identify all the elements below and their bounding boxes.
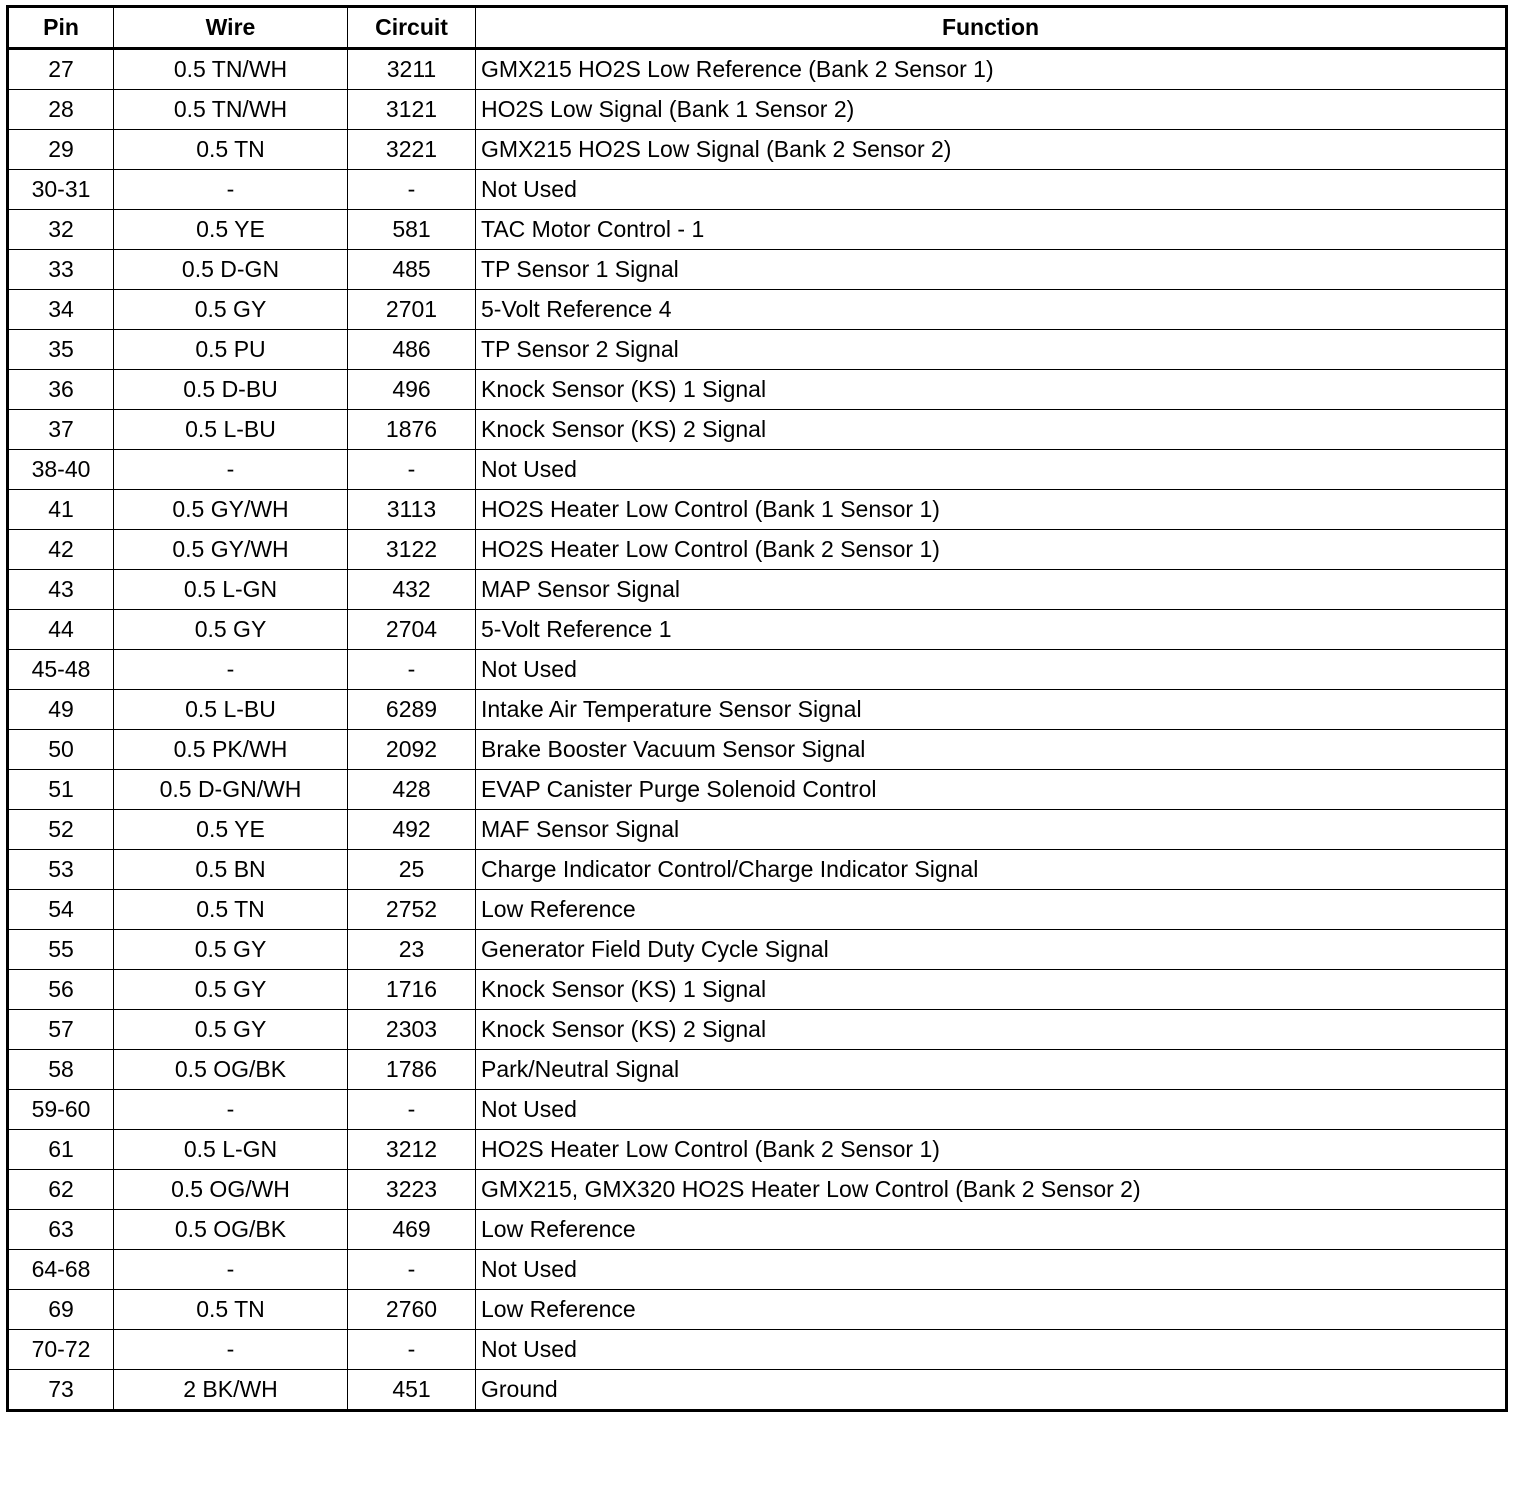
wire-cell: 0.5 OG/WH — [114, 1170, 348, 1210]
table-row — [8, 90, 1507, 130]
circuit-cell: 3211 — [348, 49, 476, 90]
pin-cell: 70-72 — [8, 1330, 114, 1370]
circuit-cell: 23 — [348, 930, 476, 970]
pin-cell: 42 — [8, 530, 114, 570]
circuit-cell: 3223 — [348, 1170, 476, 1210]
wire-cell: 0.5 TN/WH — [114, 49, 348, 90]
table-row — [8, 170, 1507, 210]
pin-cell: 29 — [8, 130, 114, 170]
table-row — [8, 1050, 1507, 1090]
function-cell: Low Reference — [476, 890, 1507, 930]
pin-cell: 59-60 — [8, 1090, 114, 1130]
wire-cell: 0.5 TN — [114, 130, 348, 170]
pin-cell: 28 — [8, 90, 114, 130]
function-cell: Not Used — [476, 1250, 1507, 1290]
pin-cell: 32 — [8, 210, 114, 250]
function-cell: Not Used — [476, 1090, 1507, 1130]
table-row — [8, 290, 1507, 330]
table-row — [8, 610, 1507, 650]
circuit-cell: 469 — [348, 1210, 476, 1250]
table-row — [8, 810, 1507, 850]
pin-cell: 49 — [8, 690, 114, 730]
circuit-cell: 3122 — [348, 530, 476, 570]
table-row — [8, 370, 1507, 410]
pin-cell: 37 — [8, 410, 114, 450]
function-cell: HO2S Heater Low Control (Bank 2 Sensor 1) — [476, 1130, 1507, 1170]
wire-cell: 0.5 BN — [114, 850, 348, 890]
circuit-cell: 485 — [348, 250, 476, 290]
table-row — [8, 1290, 1507, 1330]
table-row — [8, 490, 1507, 530]
table-row — [8, 1250, 1507, 1290]
table-header-row — [8, 7, 1507, 49]
pin-cell: 34 — [8, 290, 114, 330]
function-cell: HO2S Heater Low Control (Bank 1 Sensor 1) — [476, 490, 1507, 530]
wire-cell: - — [114, 1250, 348, 1290]
function-cell: Low Reference — [476, 1210, 1507, 1250]
circuit-cell: 1876 — [348, 410, 476, 450]
pin-cell: 52 — [8, 810, 114, 850]
table-row — [8, 450, 1507, 490]
wire-cell: - — [114, 170, 348, 210]
function-cell: Intake Air Temperature Sensor Signal — [476, 690, 1507, 730]
circuit-cell: 486 — [348, 330, 476, 370]
header-pin: Pin — [8, 7, 114, 49]
function-cell: Generator Field Duty Cycle Signal — [476, 930, 1507, 970]
pin-cell: 33 — [8, 250, 114, 290]
function-cell: GMX215, GMX320 HO2S Heater Low Control (Bank 2 Sensor 2) — [476, 1170, 1507, 1210]
pin-cell: 50 — [8, 730, 114, 770]
wire-cell: 0.5 GY — [114, 610, 348, 650]
circuit-cell: 496 — [348, 370, 476, 410]
table-row — [8, 210, 1507, 250]
function-cell: EVAP Canister Purge Solenoid Control — [476, 770, 1507, 810]
wire-cell: 0.5 GY — [114, 970, 348, 1010]
table-row — [8, 49, 1507, 90]
function-cell: Knock Sensor (KS) 1 Signal — [476, 970, 1507, 1010]
circuit-cell: 3113 — [348, 490, 476, 530]
wire-cell: 0.5 YE — [114, 810, 348, 850]
circuit-cell: 3221 — [348, 130, 476, 170]
wire-cell: 0.5 D-GN/WH — [114, 770, 348, 810]
table-row — [8, 730, 1507, 770]
wire-cell: 0.5 GY/WH — [114, 530, 348, 570]
pin-cell: 64-68 — [8, 1250, 114, 1290]
wire-cell: 0.5 D-GN — [114, 250, 348, 290]
circuit-cell: - — [348, 450, 476, 490]
pin-cell: 44 — [8, 610, 114, 650]
function-cell: TP Sensor 1 Signal — [476, 250, 1507, 290]
pinout-table — [6, 5, 1508, 1412]
table-row — [8, 970, 1507, 1010]
pin-cell: 43 — [8, 570, 114, 610]
header-function: Function — [476, 7, 1507, 49]
circuit-cell: 2704 — [348, 610, 476, 650]
pin-cell: 61 — [8, 1130, 114, 1170]
function-cell: Not Used — [476, 170, 1507, 210]
wire-cell: 0.5 TN — [114, 1290, 348, 1330]
function-cell: Park/Neutral Signal — [476, 1050, 1507, 1090]
pin-cell: 63 — [8, 1210, 114, 1250]
pin-cell: 41 — [8, 490, 114, 530]
function-cell: Brake Booster Vacuum Sensor Signal — [476, 730, 1507, 770]
table-row — [8, 410, 1507, 450]
function-cell: MAP Sensor Signal — [476, 570, 1507, 610]
wire-cell: 0.5 PK/WH — [114, 730, 348, 770]
table-row — [8, 570, 1507, 610]
wire-cell: 0.5 L-GN — [114, 1130, 348, 1170]
circuit-cell: 428 — [348, 770, 476, 810]
circuit-cell: 1716 — [348, 970, 476, 1010]
function-cell: Ground — [476, 1370, 1507, 1411]
circuit-cell: 492 — [348, 810, 476, 850]
function-cell: HO2S Heater Low Control (Bank 2 Sensor 1) — [476, 530, 1507, 570]
table-row — [8, 1370, 1507, 1411]
circuit-cell: 3121 — [348, 90, 476, 130]
table-row — [8, 1010, 1507, 1050]
circuit-cell: 3212 — [348, 1130, 476, 1170]
function-cell: Knock Sensor (KS) 2 Signal — [476, 1010, 1507, 1050]
wire-cell: 0.5 D-BU — [114, 370, 348, 410]
circuit-cell: 2701 — [348, 290, 476, 330]
table-row — [8, 130, 1507, 170]
table-row — [8, 890, 1507, 930]
pin-cell: 58 — [8, 1050, 114, 1090]
pin-cell: 69 — [8, 1290, 114, 1330]
circuit-cell: 581 — [348, 210, 476, 250]
header-wire: Wire — [114, 7, 348, 49]
wire-cell: 0.5 YE — [114, 210, 348, 250]
circuit-cell: - — [348, 650, 476, 690]
function-cell: Not Used — [476, 1330, 1507, 1370]
table-row — [8, 930, 1507, 970]
pin-cell: 38-40 — [8, 450, 114, 490]
pin-cell: 53 — [8, 850, 114, 890]
pin-cell: 62 — [8, 1170, 114, 1210]
pin-cell: 57 — [8, 1010, 114, 1050]
wire-cell: 0.5 OG/BK — [114, 1050, 348, 1090]
wire-cell: 0.5 L-BU — [114, 410, 348, 450]
table-row — [8, 770, 1507, 810]
wire-cell: 0.5 L-GN — [114, 570, 348, 610]
wire-cell: 0.5 OG/BK — [114, 1210, 348, 1250]
function-cell: TP Sensor 2 Signal — [476, 330, 1507, 370]
wire-cell: 0.5 GY — [114, 1010, 348, 1050]
function-cell: 5-Volt Reference 1 — [476, 610, 1507, 650]
circuit-cell: 451 — [348, 1370, 476, 1411]
pin-cell: 56 — [8, 970, 114, 1010]
function-cell: MAF Sensor Signal — [476, 810, 1507, 850]
function-cell: TAC Motor Control - 1 — [476, 210, 1507, 250]
table-row — [8, 330, 1507, 370]
circuit-cell: 6289 — [348, 690, 476, 730]
circuit-cell: 2092 — [348, 730, 476, 770]
circuit-cell: 2752 — [348, 890, 476, 930]
function-cell: GMX215 HO2S Low Reference (Bank 2 Sensor 1) — [476, 49, 1507, 90]
wire-cell: - — [114, 650, 348, 690]
wire-cell: 0.5 TN — [114, 890, 348, 930]
function-cell: Knock Sensor (KS) 1 Signal — [476, 370, 1507, 410]
function-cell: Knock Sensor (KS) 2 Signal — [476, 410, 1507, 450]
pin-cell: 51 — [8, 770, 114, 810]
circuit-cell: 2303 — [348, 1010, 476, 1050]
function-cell: Not Used — [476, 650, 1507, 690]
pin-cell: 27 — [8, 49, 114, 90]
table-body — [8, 49, 1507, 1411]
circuit-cell: 432 — [348, 570, 476, 610]
pin-cell: 73 — [8, 1370, 114, 1411]
header-circuit: Circuit — [348, 7, 476, 49]
function-cell: Low Reference — [476, 1290, 1507, 1330]
table-row — [8, 530, 1507, 570]
wire-cell: 2 BK/WH — [114, 1370, 348, 1411]
circuit-cell: - — [348, 1090, 476, 1130]
pin-cell: 30-31 — [8, 170, 114, 210]
table-row — [8, 1130, 1507, 1170]
table-row — [8, 690, 1507, 730]
function-cell: Charge Indicator Control/Charge Indicator Signal — [476, 850, 1507, 890]
pin-cell: 55 — [8, 930, 114, 970]
function-cell: Not Used — [476, 450, 1507, 490]
table-row — [8, 1210, 1507, 1250]
circuit-cell: 1786 — [348, 1050, 476, 1090]
circuit-cell: 2760 — [348, 1290, 476, 1330]
table-row — [8, 850, 1507, 890]
pin-cell: 36 — [8, 370, 114, 410]
circuit-cell: - — [348, 1250, 476, 1290]
table-row — [8, 250, 1507, 290]
function-cell: HO2S Low Signal (Bank 1 Sensor 2) — [476, 90, 1507, 130]
circuit-cell: - — [348, 1330, 476, 1370]
wire-cell: - — [114, 1090, 348, 1130]
wire-cell: - — [114, 450, 348, 490]
circuit-cell: - — [348, 170, 476, 210]
wire-cell: - — [114, 1330, 348, 1370]
pin-cell: 45-48 — [8, 650, 114, 690]
pin-cell: 54 — [8, 890, 114, 930]
wire-cell: 0.5 TN/WH — [114, 90, 348, 130]
table-row — [8, 1090, 1507, 1130]
wire-cell: 0.5 L-BU — [114, 690, 348, 730]
table-row — [8, 1170, 1507, 1210]
table-row — [8, 650, 1507, 690]
function-cell: 5-Volt Reference 4 — [476, 290, 1507, 330]
wire-cell: 0.5 PU — [114, 330, 348, 370]
wire-cell: 0.5 GY — [114, 930, 348, 970]
function-cell: GMX215 HO2S Low Signal (Bank 2 Sensor 2) — [476, 130, 1507, 170]
wire-cell: 0.5 GY — [114, 290, 348, 330]
table-row — [8, 1330, 1507, 1370]
pin-cell: 35 — [8, 330, 114, 370]
wire-cell: 0.5 GY/WH — [114, 490, 348, 530]
circuit-cell: 25 — [348, 850, 476, 890]
